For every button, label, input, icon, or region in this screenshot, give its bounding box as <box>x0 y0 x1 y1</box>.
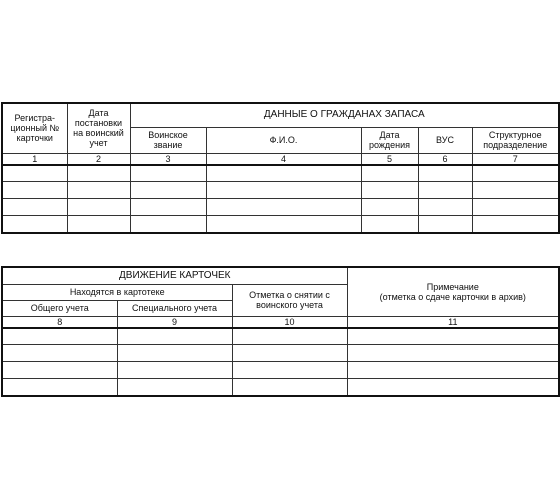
table-cell[interactable] <box>2 199 67 216</box>
table-cell[interactable] <box>2 379 117 396</box>
header-registration-date: Дата постановки на воинский учет <box>67 103 130 153</box>
column-number: 8 <box>2 316 117 328</box>
table-cell[interactable] <box>130 182 206 199</box>
table-cell[interactable] <box>2 345 117 362</box>
table-cell[interactable] <box>347 345 559 362</box>
table-cell[interactable] <box>206 182 361 199</box>
header-reserve-citizens-data: ДАННЫЕ О ГРАЖДАНАХ ЗАПАСА <box>130 103 559 127</box>
table-row <box>2 182 559 199</box>
table-cell[interactable] <box>2 182 67 199</box>
table-row <box>2 362 559 379</box>
table-cell[interactable] <box>347 328 559 345</box>
column-number: 10 <box>232 316 347 328</box>
table-row <box>2 199 559 216</box>
header-birth-date: Дата рождения <box>361 127 418 153</box>
table-cell[interactable] <box>232 328 347 345</box>
table-cell[interactable] <box>418 165 472 182</box>
column-number: 1 <box>2 153 67 165</box>
table-cell[interactable] <box>117 345 232 362</box>
header-registration-number: Регистра- ционный № карточки <box>2 103 67 153</box>
table-cell[interactable] <box>361 182 418 199</box>
header-special-registration: Специального учета <box>117 300 232 316</box>
table-cell[interactable] <box>361 165 418 182</box>
table-row <box>2 216 559 233</box>
table-cell[interactable] <box>206 199 361 216</box>
column-number: 3 <box>130 153 206 165</box>
column-number: 7 <box>472 153 559 165</box>
header-notes: Примечание (отметка о сдаче карточки в архив) <box>347 267 559 316</box>
header-in-card-index: Находятся в картотеке <box>2 284 232 300</box>
table-cell[interactable] <box>67 199 130 216</box>
table-cell[interactable] <box>130 165 206 182</box>
column-number: 11 <box>347 316 559 328</box>
table-cell[interactable] <box>117 362 232 379</box>
table-cell[interactable] <box>347 362 559 379</box>
column-number: 9 <box>117 316 232 328</box>
table-cell[interactable] <box>67 165 130 182</box>
column-number: 2 <box>67 153 130 165</box>
table-cell[interactable] <box>418 199 472 216</box>
table-cell[interactable] <box>206 216 361 233</box>
header-full-name: Ф.И.О. <box>206 127 361 153</box>
table-cell[interactable] <box>117 328 232 345</box>
table-cell[interactable] <box>232 345 347 362</box>
header-card-movement: ДВИЖЕНИЕ КАРТОЧЕК <box>2 267 347 284</box>
card-movement-table <box>1 266 560 397</box>
table-cell[interactable] <box>472 182 559 199</box>
header-department: Структурное подразделение <box>472 127 559 153</box>
table-cell[interactable] <box>2 328 117 345</box>
table-cell[interactable] <box>2 216 67 233</box>
column-number: 6 <box>418 153 472 165</box>
header-military-specialty: ВУС <box>418 127 472 153</box>
table-cell[interactable] <box>117 379 232 396</box>
column-number: 5 <box>361 153 418 165</box>
table-cell[interactable] <box>232 379 347 396</box>
table-cell[interactable] <box>130 216 206 233</box>
table-row <box>2 165 559 182</box>
table-cell[interactable] <box>206 165 361 182</box>
table-cell[interactable] <box>67 216 130 233</box>
citizens-register-table <box>1 102 560 234</box>
table-cell[interactable] <box>361 216 418 233</box>
table-cell[interactable] <box>130 199 206 216</box>
table-row <box>2 328 559 345</box>
table-cell[interactable] <box>232 362 347 379</box>
header-general-registration: Общего учета <box>2 300 117 316</box>
table-cell[interactable] <box>472 165 559 182</box>
table-cell[interactable] <box>418 182 472 199</box>
header-deregistration-mark: Отметка о снятии с воинского учета <box>232 284 347 316</box>
table-cell[interactable] <box>472 216 559 233</box>
table-cell[interactable] <box>2 362 117 379</box>
table-cell[interactable] <box>472 199 559 216</box>
header-military-rank: Воинское звание <box>130 127 206 153</box>
table-row <box>2 345 559 362</box>
table-cell[interactable] <box>67 182 130 199</box>
table-cell[interactable] <box>2 165 67 182</box>
table-cell[interactable] <box>347 379 559 396</box>
column-number: 4 <box>206 153 361 165</box>
table-cell[interactable] <box>418 216 472 233</box>
table-cell[interactable] <box>361 199 418 216</box>
table-row <box>2 379 559 396</box>
